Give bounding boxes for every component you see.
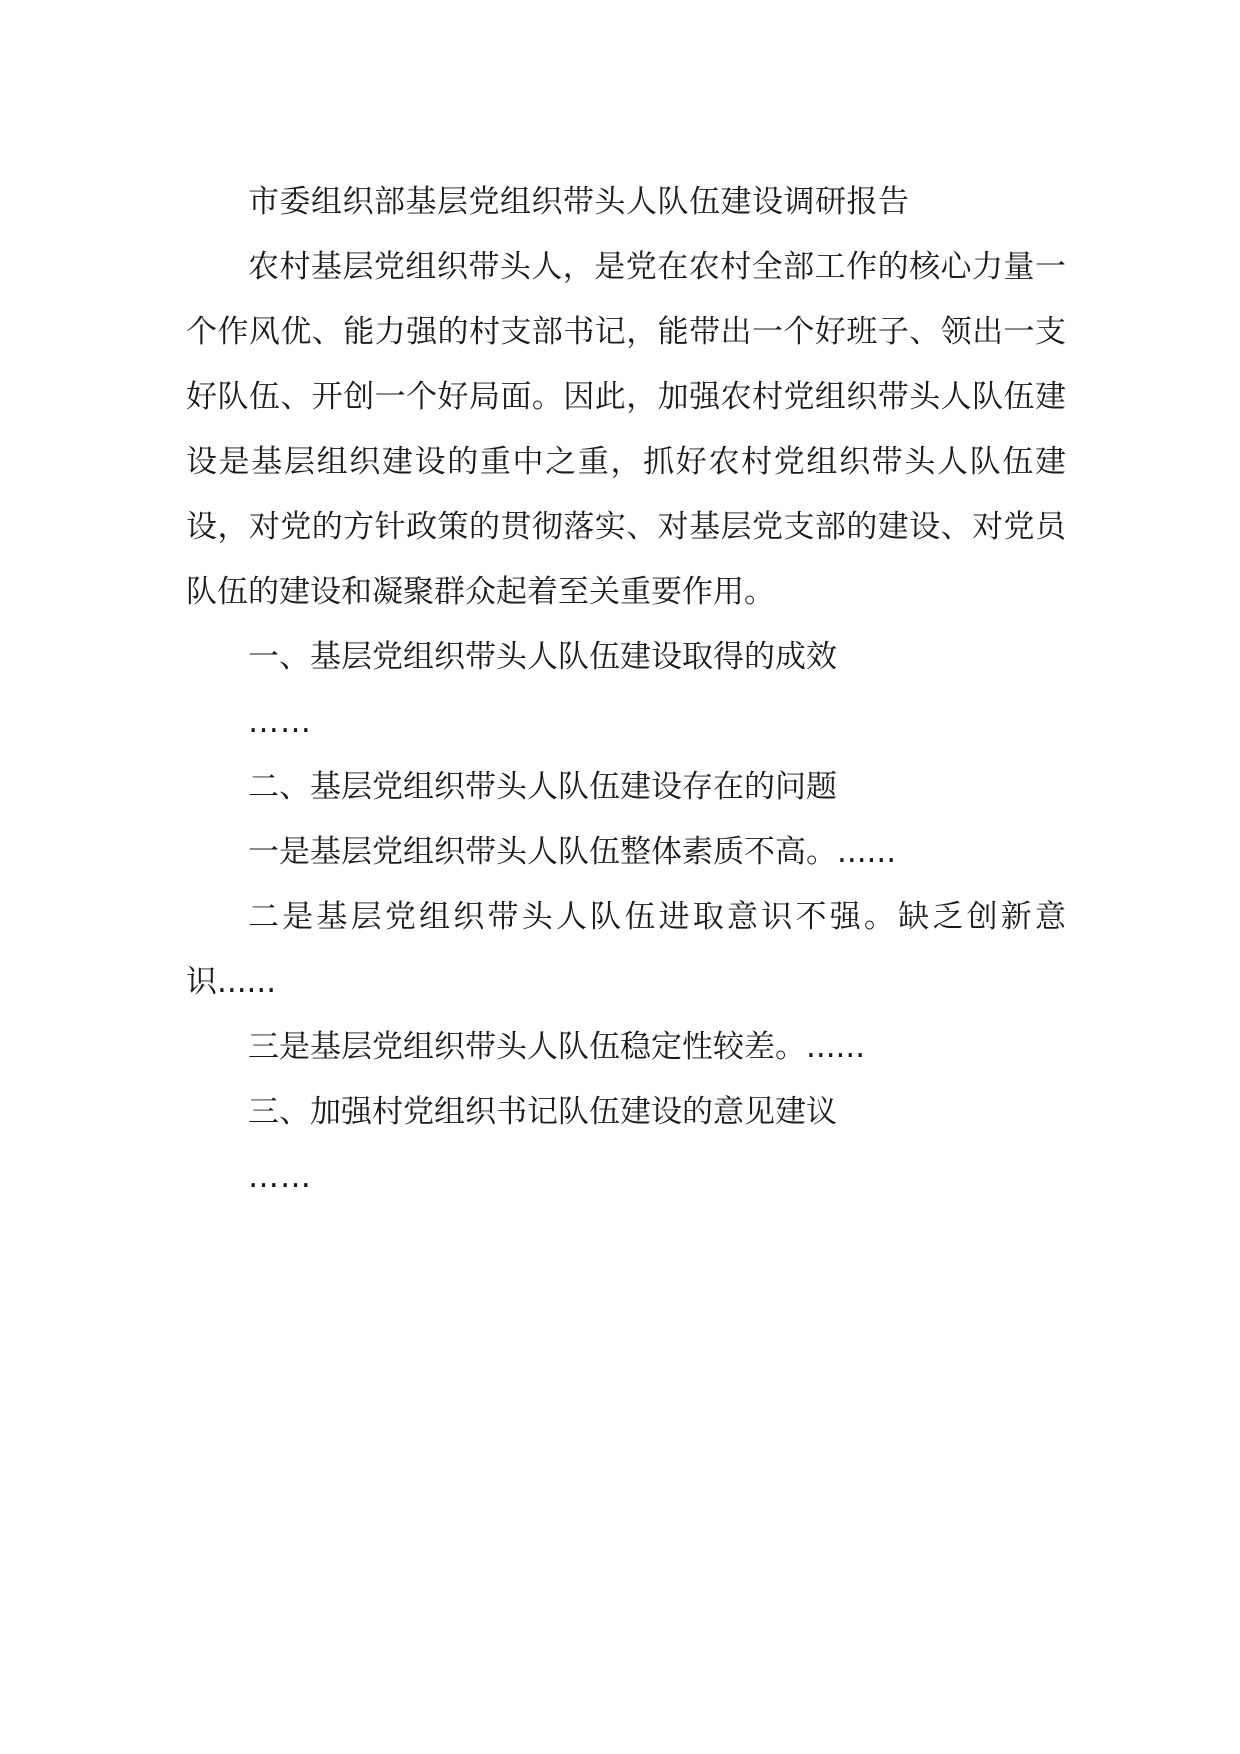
section-heading-2: 二、基层党组织带头人队伍建设存在的问题: [248, 769, 837, 805]
problem-item-1: 一是基层党组织带头人队伍整体素质不高。......: [248, 834, 897, 870]
document-body: [186, 170, 1066, 1210]
section-heading-3: 三、加强村党组织书记队伍建设的意见建议: [248, 1094, 837, 1130]
section-3-ellipsis: ……: [248, 1159, 312, 1195]
document-title: 市委组织部基层党组织带头人队伍建设调研报告: [248, 184, 910, 220]
intro-paragraph: 农村基层党组织带头人，是党在农村全部工作的核心力量一个作风优、能力强的村支部书记，能带出一个好班子、领出一支好队伍、开创一个好局面。因此，加强农村党组织带头人队伍建设是基层组织建设的重中之重，抓好农村党组织带头人队伍建设，对党的方针政策的贯彻落实、对基层党支部的建设、对党员队伍的建设和凝聚群众起着至关重要作用。: [186, 249, 1066, 610]
problem-item-2: 二是基层党组织带头人队伍进取意识不强。缺乏创新意识......: [186, 899, 1066, 1000]
section-1-ellipsis: ……: [248, 704, 312, 740]
section-heading-1: 一、基层党组织带头人队伍建设取得的成效: [248, 639, 837, 675]
problem-item-3: 三是基层党组织带头人队伍稳定性较差。......: [248, 1029, 866, 1065]
